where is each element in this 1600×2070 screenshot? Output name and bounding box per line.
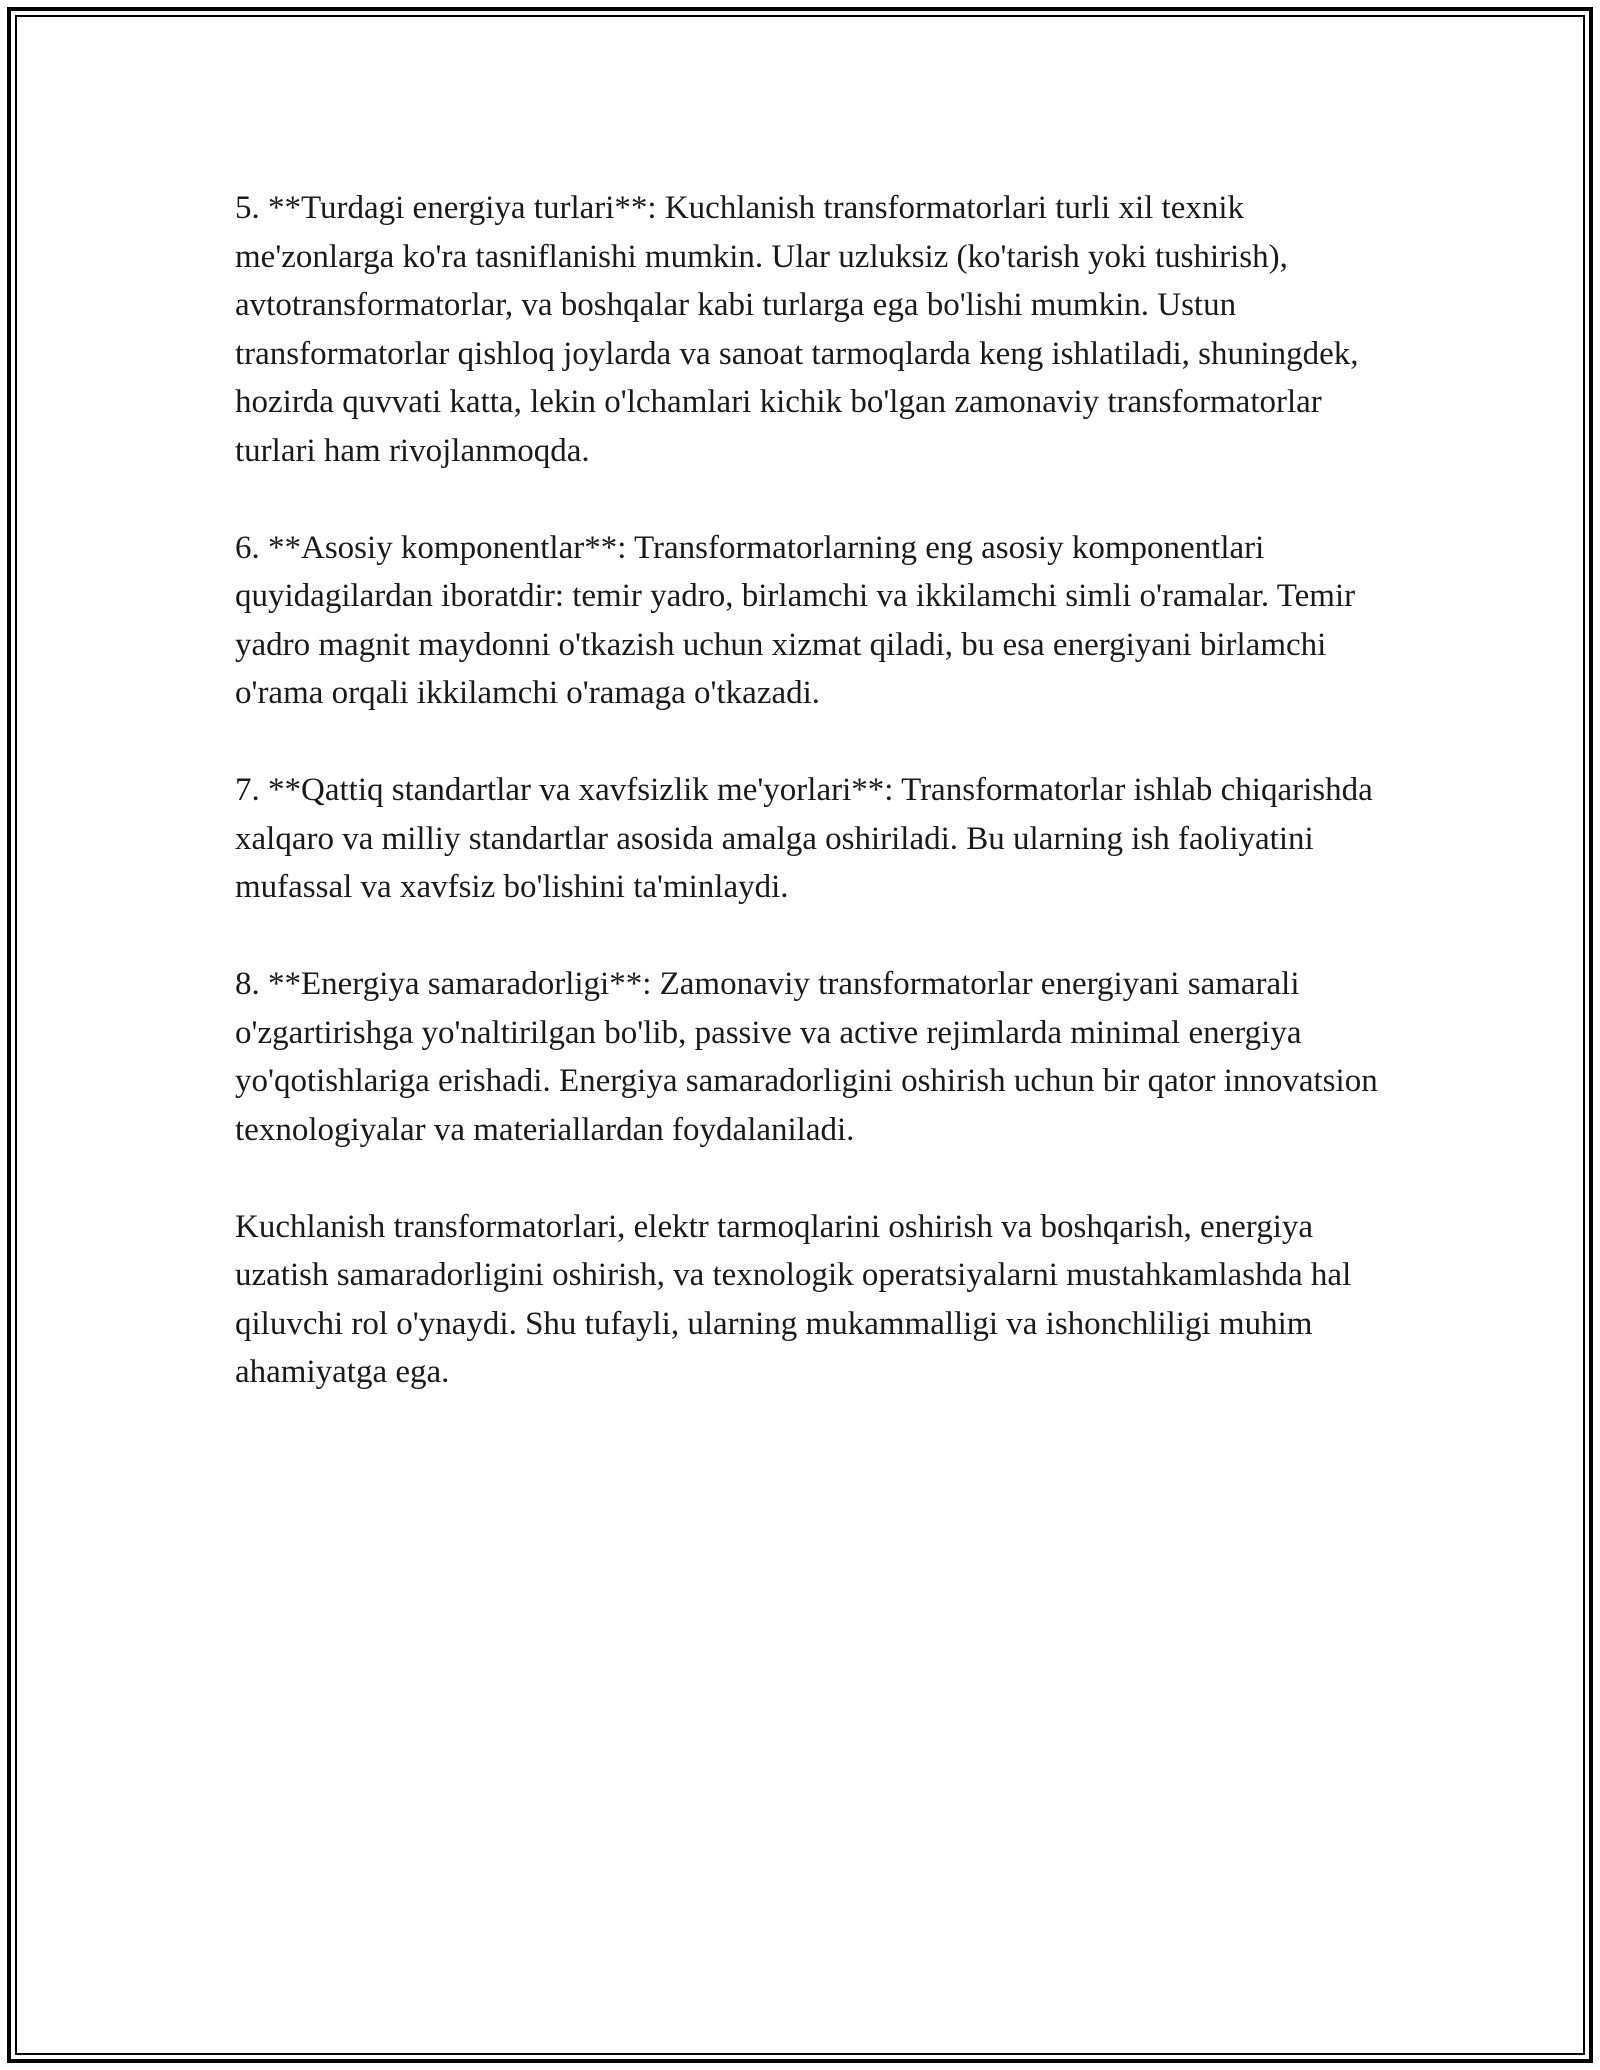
paragraph-item-7: 7. **Qattiq standartlar va xavfsizlik me'yorlari**: Transformatorlar ishlab chiqarishda xalqaro va milliy standartlar asosida amalga oshiriladi. Bu ularning ish faoliyatini mufassal va xavfsiz bo'lishini ta'minlaydi. [235,772,1373,905]
paragraph-item-8: 8. **Energiya samaradorligi**: Zamonaviy transformatorlar energiyani samarali o'zgartirishga yo'naltirilgan bo'lib, passive va active rejimlarda minimal energiya yo'qotishlariga erishadi. Energiya samaradorligini oshirish uchun bir qator innovatsion texnologiyalar va materiallardan foydalaniladi. [235,966,1378,1148]
paragraph-item-6: 6. **Asosiy komponentlar**: Transformatorlarning eng asosiy komponentlari quyidagilardan iboratdir: temir yadro, birlamchi va ikkilamchi simli o'ramalar. Temir yadro magnit maydonni o'tkazish uchun xizmat qiladi, bu esa energiyani birlamchi o'rama orqali ikkilamchi o'ramaga o'tkazadi. [235,529,1356,711]
paragraph-item-5: 5. **Turdagi energiya turlari**: Kuchlanish transformatorlari turli xil texnik me'zonlarga ko'ra tasniflanishi mumkin. Ular uzluksiz (ko'tarish yoki tushirish), avtotransformatorlar, va boshqalar kabi turlarga ega bo'lishi mumkin. Ustun transformatorlar qishloq joylarda va sanoat tarmoqlarda keng ishlatiladi, shuningdek, hozirda quvvati katta, lekin o'lchamlari kichik bo'lgan zamonaviy transformatorlar turlari ham rivojlanmoqda. [235,190,1359,469]
document-body [235,184,1385,1445]
conclusion-paragraph: Kuchlanish transformatorlari, elektr tarmoqlarini oshirish va boshqarish, energiya uzatish samaradorligini oshirish, va texnologik operatsiyalarni mustahkamlashda hal qiluvchi rol o'ynaydi. Shu tufayli, ularning mukammalligi va ishonchliligi muhim ahamiyatga ega. [235,1208,1352,1390]
